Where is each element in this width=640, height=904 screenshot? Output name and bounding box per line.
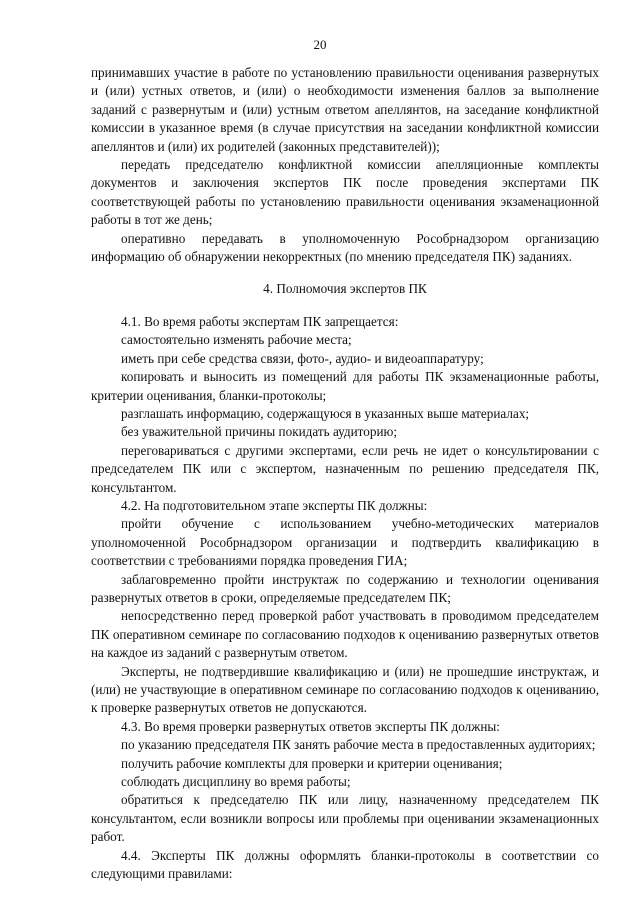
paragraph-p11: 4.2. На подготовительном этапе эксперты ПК должны: bbox=[121, 497, 428, 513]
paragraph-p5: самостоятельно изменять рабочие места; bbox=[121, 332, 352, 348]
paragraph-p10: переговариваться с другими экспертами, если речь не идет о консультировании с председателем ПК или с экспертом, назначенным по решению председателя ПК, консультантом. bbox=[91, 442, 599, 495]
paragraph-p20: обратиться к председателю ПК или лицу, назначенному председателем ПК консультантом, если возникли вопросы или проблемы при оценивании экзаменационных работ. bbox=[91, 792, 599, 845]
paragraph-p15: Эксперты, не подтвердившие квалификацию и (или) не прошедшие инструктаж, и (или) не участвующие в оперативном семинаре по согласованию подходов к оцениванию, к проверке развернутых ответов не допускаются. bbox=[91, 663, 599, 716]
paragraph-p17: по указанию председателя ПК занять рабочие места в предоставленных аудиториях; bbox=[121, 737, 596, 753]
page-number: 20 bbox=[313, 37, 327, 52]
paragraph-p9: без уважительной причины покидать аудиторию; bbox=[121, 424, 398, 440]
paragraph-p6: иметь при себе средства связи, фото-, аудио- и видеоаппаратуру; bbox=[121, 350, 484, 366]
paragraph-p14: непосредственно перед проверкой работ участвовать в проводимом председателем ПК оперативном семинаре по согласованию подходов к оцениванию развернутых ответов на каждое из заданий с развернутым ответом. bbox=[91, 608, 599, 661]
paragraph-p21: 4.4. Эксперты ПК должны оформлять бланки-протоколы в соответствии со следующими правилами: bbox=[91, 847, 599, 882]
paragraph-p8: разглашать информацию, содержащуюся в указанных выше материалах; bbox=[121, 405, 530, 421]
paragraph-p4: 4.1. Во время работы экспертам ПК запрещается: bbox=[121, 313, 399, 329]
paragraph-p2: передать председателю конфликтной комиссии апелляционные комплекты документов и заключения экспертов ПК после проведения экспертами ПК соответствующей работы по установлению правильности оценивания экзаменационной работы в тот же день; bbox=[91, 157, 599, 228]
paragraph-group-expert-powers bbox=[91, 313, 599, 884]
section-heading: 4. Полномочия экспертов ПК bbox=[263, 281, 427, 297]
paragraph-p3: оперативно передавать в уполномоченную Рособрнадзором организацию информацию об обнаружении некорректных (по мнению председателя ПК) заданиях. bbox=[91, 230, 599, 265]
paragraph-p16: 4.3. Во время проверки развернутых ответов эксперты ПК должны: bbox=[121, 718, 500, 734]
paragraph-group-duties bbox=[91, 64, 599, 266]
paragraph-p19: соблюдать дисциплину во время работы; bbox=[121, 774, 351, 790]
paragraph-p13: заблаговременно пройти инструктаж по содержанию и технологии оценивания развернутых ответов в сроки, определяемые председателем ПК; bbox=[91, 571, 599, 605]
document-body bbox=[91, 64, 599, 883]
paragraph-p12: пройти обучение с использованием учебно-методических материалов уполномоченной Рособрнадзором организации и подтвердить квалификацию в соответствии с требованиями порядка проведения ГИА; bbox=[91, 516, 599, 569]
paragraph-p7: копировать и выносить из помещений для работы ПК экзаменационные работы, критерии оценивания, бланки-протоколы; bbox=[91, 369, 599, 403]
paragraph-p1: принимавших участие в работе по установлению правильности оценивания развернутых и (или) устных ответов, и (или) о необходимости изменения баллов за выполнение заданий с развернутым и (или) устным ответом апеллянтов, на заседание конфликтной комиссии в указанное время (в случае присутствия на заседании конфликтной комиссии апеллянтов и (или) их родителей (законных представителей)); bbox=[91, 65, 599, 154]
paragraph-p18: получить рабочие комплекты для проверки и критерии оценивания; bbox=[121, 755, 503, 771]
